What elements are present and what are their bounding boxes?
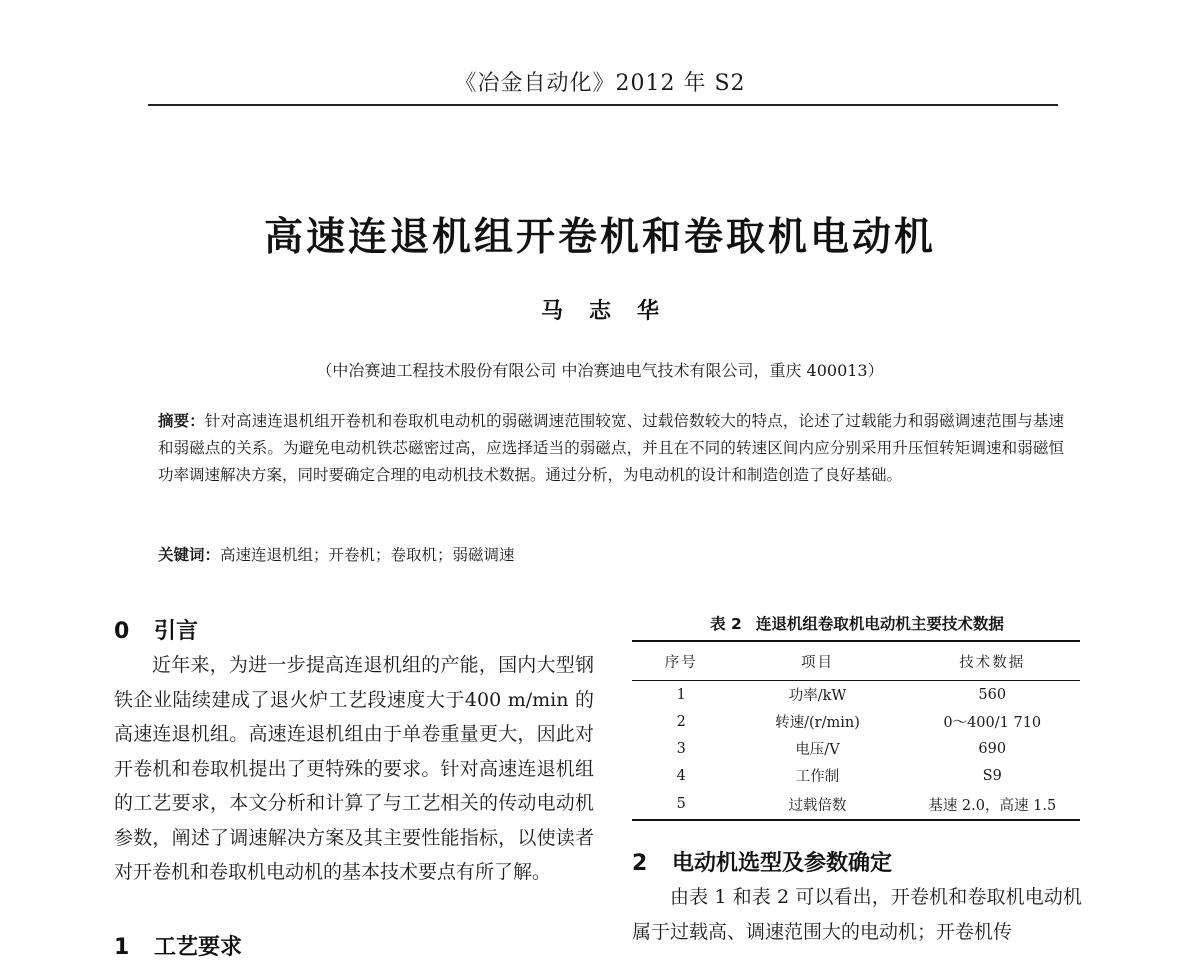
table-header-row xyxy=(632,641,1080,681)
section-0-title: 引言 xyxy=(154,619,199,644)
keywords-text: 高速连退机组；开卷机；卷取机；弱磁调速 xyxy=(220,546,515,564)
abstract-label: 摘要： xyxy=(158,412,205,430)
table-number: 表 2 xyxy=(710,615,742,633)
table-cell: 560 xyxy=(978,686,1007,703)
abstract xyxy=(158,408,1064,489)
table-row xyxy=(632,708,1080,735)
section-2-heading xyxy=(632,846,892,877)
author-name: 马志华 xyxy=(540,299,685,324)
section-1-heading xyxy=(114,930,242,961)
table-caption xyxy=(632,612,1082,634)
journal-header: 《冶金自动化》2012 年 S2 xyxy=(454,71,746,96)
section-0-heading xyxy=(114,614,198,645)
tech-data-table xyxy=(632,640,1080,821)
section-1-title: 工艺要求 xyxy=(154,935,243,960)
keywords-label: 关键词： xyxy=(158,546,221,564)
table-cell: 工作制 xyxy=(795,769,840,785)
table-cell: 4 xyxy=(676,767,686,784)
table-cell: 1 xyxy=(676,686,686,703)
table-header-cell: 序号 xyxy=(632,641,730,681)
table-cell: 690 xyxy=(978,740,1007,757)
table-cell: 基速 2.0，高速 1.5 xyxy=(905,789,1080,820)
table-header-cell: 项目 xyxy=(730,641,904,681)
header-rule xyxy=(148,104,1058,106)
table-cell: 2 xyxy=(676,713,686,730)
section-0-number: 0 xyxy=(114,619,130,644)
table-cell: 5 xyxy=(632,789,730,820)
abstract-text: 针对高速连退机组开卷机和卷取机电动机的弱磁调速范围较宽、过载倍数较大的特点，论述了过载能力和弱磁调速范围与基速和弱磁点的关系。为避免电动机铁芯磁密过高，应选择适当的弱磁点，并且在不同的转速区间内应分别采用升压恒转矩调速和弱磁恒功率调速解决方案，同时要确定合理的电动机技术数据。通过分析，为电动机的设计和制造创造了良好基础。 xyxy=(158,412,1064,484)
table-row xyxy=(632,735,1080,762)
table-row xyxy=(632,789,1080,820)
table-cell: 0～400/1 710 xyxy=(943,715,1042,731)
section-1-number: 1 xyxy=(114,935,130,960)
table-row xyxy=(632,762,1080,789)
section-2-body: 由表 1 和表 2 可以看出，开卷机和卷取机电动机属于过载高、调速范围大的电动机；开卷机传 xyxy=(632,886,1082,943)
affiliation: （中冶赛迪工程技术股份有限公司 中冶赛迪电气技术有限公司，重庆 400013） xyxy=(316,361,884,380)
table-cell: 功率/kW xyxy=(788,688,847,704)
paper-title: 高速连退机组开卷机和卷取机电动机 xyxy=(263,215,936,260)
table-caption-text: 连退机组卷取机电动机主要技术数据 xyxy=(755,615,1004,633)
keywords xyxy=(158,542,1064,569)
section-2-number: 2 xyxy=(632,851,648,876)
table-cell: 电压/V xyxy=(795,742,840,758)
table-cell: S9 xyxy=(982,767,1002,784)
table-cell: 转速/(r/min) xyxy=(775,715,860,731)
table-cell: 过载倍数 xyxy=(730,789,904,820)
table-header-cell: 技术数据 xyxy=(905,641,1080,681)
section-2-title: 电动机选型及参数确定 xyxy=(672,851,893,876)
table-cell: 3 xyxy=(676,740,686,757)
table-row xyxy=(632,681,1080,709)
section-0-body: 近年来，为进一步提高连退机组的产能，国内大型钢铁企业陆续建成了退火炉工艺段速度大于400 m/min 的高速连退机组。高速连退机组由于单卷重量更大，因此对开卷机和卷取机提出了更特殊的要求。针对高速连退机组的工艺要求，本文分析和计算了与工艺相关的传动电动机参数，阐述了调速解决方案及其主要性能指标，以使读者对开卷机和卷取机电动机的基本技术要点有所了解。 xyxy=(114,654,594,883)
